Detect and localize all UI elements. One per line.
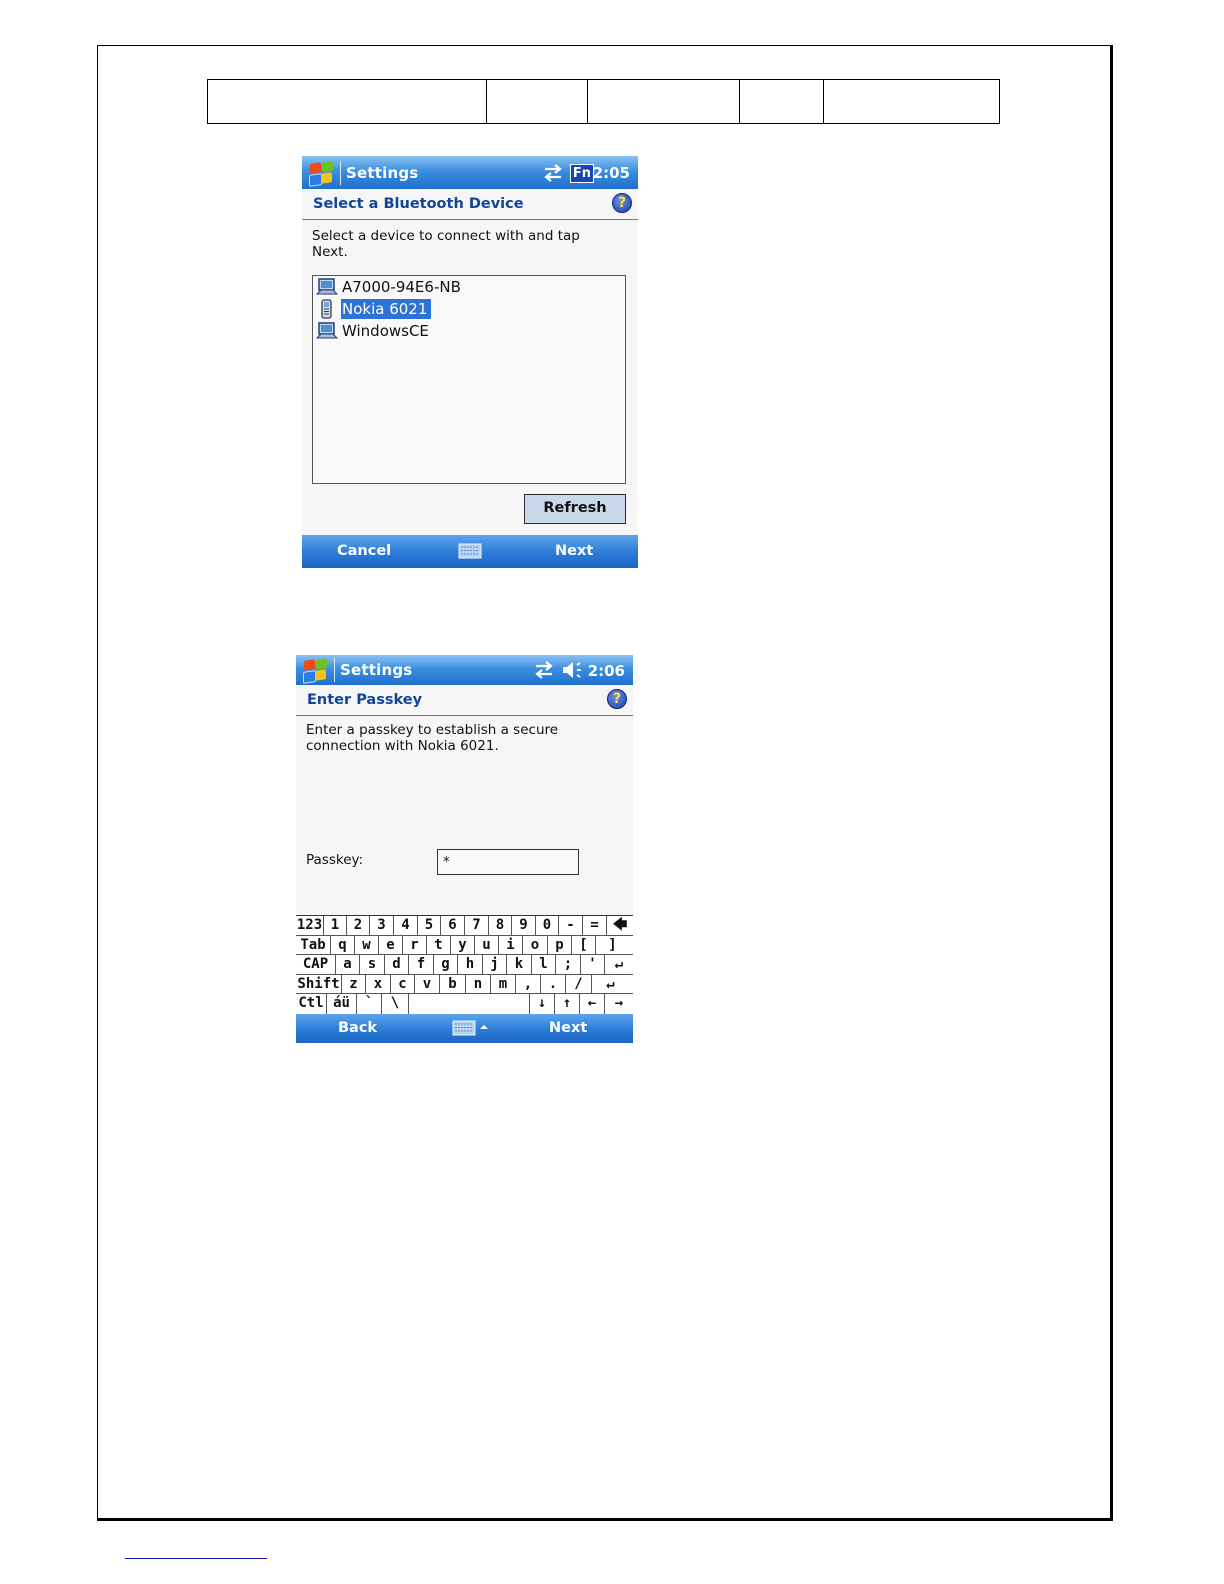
device-list[interactable]	[312, 275, 626, 484]
key-z[interactable]: z	[342, 975, 366, 994]
key-x[interactable]: x	[366, 975, 391, 994]
menu-bar	[296, 1014, 633, 1043]
key-w[interactable]: w	[355, 936, 379, 955]
passkey-label: Passkey:	[306, 852, 364, 868]
keyboard-row	[296, 916, 633, 936]
key-comma[interactable]: ,	[516, 975, 541, 994]
key-b[interactable]: b	[440, 975, 466, 994]
computer-icon	[316, 321, 338, 341]
device-label: Nokia 6021	[341, 299, 431, 319]
key-s[interactable]: s	[360, 955, 385, 974]
key-8[interactable]: 8	[489, 916, 512, 935]
key-enter[interactable]: ↵	[614, 956, 624, 972]
key-period[interactable]: .	[541, 975, 566, 994]
key-1[interactable]: 1	[324, 916, 347, 935]
key-4[interactable]: 4	[394, 916, 418, 935]
phone-icon	[316, 299, 338, 319]
key-bracket-close[interactable]: ]	[608, 936, 617, 953]
menu-bar	[302, 535, 638, 568]
key-caps[interactable]: CAP	[296, 955, 336, 974]
key-slash[interactable]: /	[566, 975, 592, 994]
key-f[interactable]: f	[409, 955, 434, 974]
key-enter[interactable]: ↵	[606, 975, 615, 992]
window-title: Settings	[346, 163, 419, 182]
footer-link-underline	[125, 1558, 267, 1559]
instruction-text: Enter a passkey to establish a secure connection with Nokia 6021.	[306, 722, 559, 754]
keyboard-row	[296, 955, 633, 975]
key-t[interactable]: t	[427, 936, 451, 955]
device-item-nokia-6021[interactable]	[313, 298, 625, 320]
clock[interactable]: 2:05	[592, 164, 630, 182]
header-cell	[824, 80, 1000, 124]
key-i[interactable]: i	[499, 936, 523, 955]
page-title: Enter Passkey	[307, 692, 423, 708]
key-2[interactable]: 2	[347, 916, 370, 935]
device-label: WindowsCE	[342, 322, 429, 340]
connectivity-arrows-icon[interactable]	[533, 660, 555, 680]
key-ctl[interactable]: Ctl	[296, 994, 327, 1014]
key-arrow-right[interactable]: →	[614, 995, 624, 1011]
next-button[interactable]: Next	[549, 1020, 588, 1036]
key-k[interactable]: k	[507, 955, 532, 974]
key-bracket-open[interactable]: [	[572, 936, 596, 955]
instruction-text: Select a device to connect with and tap Next.	[312, 228, 580, 260]
key-q[interactable]: q	[331, 936, 355, 955]
key-p[interactable]: p	[548, 936, 572, 955]
key-tab[interactable]: Tab	[296, 936, 331, 955]
key-equals[interactable]: =	[583, 916, 607, 935]
key-arrow-left[interactable]: ←	[580, 994, 605, 1014]
help-icon[interactable]: ?	[607, 689, 627, 709]
enter-passkey-screen	[296, 655, 633, 1043]
keyboard-icon[interactable]	[458, 543, 482, 559]
next-button[interactable]: Next	[555, 543, 594, 559]
key-space[interactable]	[409, 994, 530, 1014]
key-v[interactable]: v	[415, 975, 440, 994]
key-c[interactable]: c	[391, 975, 415, 994]
key-o[interactable]: o	[523, 936, 548, 955]
key-0[interactable]: 0	[536, 916, 559, 935]
clock[interactable]: 2:06	[587, 662, 625, 680]
key-a[interactable]: a	[336, 955, 360, 974]
key-n[interactable]: n	[466, 975, 491, 994]
key-minus[interactable]: -	[559, 916, 583, 935]
key-j[interactable]: j	[483, 955, 507, 974]
keyboard-icon[interactable]	[452, 1020, 492, 1036]
status-icons	[533, 660, 585, 680]
key-9[interactable]: 9	[512, 916, 536, 935]
fn-key-icon[interactable]: Fn	[570, 164, 594, 183]
computer-icon	[316, 277, 338, 297]
soft-keyboard	[296, 915, 633, 1015]
keyboard-row	[296, 936, 633, 956]
header-cell	[487, 80, 588, 124]
keyboard-row	[296, 994, 633, 1014]
device-label: A7000-94E6-NB	[342, 278, 461, 296]
status-icons	[542, 163, 594, 183]
key-quote[interactable]: '	[581, 955, 605, 974]
cancel-button[interactable]: Cancel	[337, 543, 392, 559]
key-e[interactable]: e	[379, 936, 403, 955]
connectivity-arrows-icon[interactable]	[542, 163, 564, 183]
windows-start-flag-icon[interactable]	[306, 160, 336, 186]
key-backspace[interactable]: 🡄	[612, 917, 628, 933]
passkey-input[interactable]	[437, 849, 579, 875]
subtitle-bar	[302, 189, 638, 220]
title-separator	[334, 658, 335, 682]
key-u[interactable]: u	[475, 936, 499, 955]
window-title: Settings	[340, 661, 413, 679]
key-h[interactable]: h	[458, 955, 483, 974]
header-cell	[208, 80, 487, 124]
header-table-row	[208, 80, 1000, 124]
key-r[interactable]: r	[403, 936, 427, 955]
page-title: Select a Bluetooth Device	[313, 196, 524, 212]
key-semicolon[interactable]: ;	[556, 955, 581, 974]
device-item-windowsce[interactable]	[313, 320, 625, 342]
title-bar	[302, 156, 638, 189]
key-backtick[interactable]: `	[357, 994, 382, 1014]
title-bar	[296, 655, 633, 685]
key-l[interactable]: l	[532, 955, 556, 974]
key-5[interactable]: 5	[418, 916, 441, 935]
device-item-a7000[interactable]	[313, 276, 625, 298]
header-table	[207, 79, 1000, 124]
key-3[interactable]: 3	[370, 916, 394, 935]
header-cell	[588, 80, 740, 124]
refresh-button[interactable]: Refresh	[524, 494, 626, 524]
key-7[interactable]: 7	[465, 916, 489, 935]
key-backslash[interactable]: \	[382, 994, 409, 1014]
back-button[interactable]: Back	[338, 1020, 378, 1036]
key-arrow-down[interactable]: ↓	[530, 994, 555, 1014]
key-g[interactable]: g	[434, 955, 458, 974]
key-international[interactable]: áü	[327, 994, 357, 1014]
speaker-icon[interactable]	[561, 660, 585, 680]
key-y[interactable]: y	[451, 936, 475, 955]
keyboard-row	[296, 975, 633, 995]
key-123[interactable]: 123	[296, 917, 323, 933]
help-icon[interactable]: ?	[612, 193, 632, 213]
key-shift[interactable]: Shift	[296, 975, 342, 994]
windows-start-flag-icon[interactable]	[300, 657, 330, 683]
key-6[interactable]: 6	[441, 916, 465, 935]
bluetooth-device-screen	[302, 156, 638, 568]
title-separator	[340, 161, 341, 185]
subtitle-bar	[296, 685, 633, 716]
key-d[interactable]: d	[385, 955, 409, 974]
key-m[interactable]: m	[491, 975, 516, 994]
key-arrow-up[interactable]: ↑	[555, 994, 580, 1014]
header-cell	[740, 80, 824, 124]
